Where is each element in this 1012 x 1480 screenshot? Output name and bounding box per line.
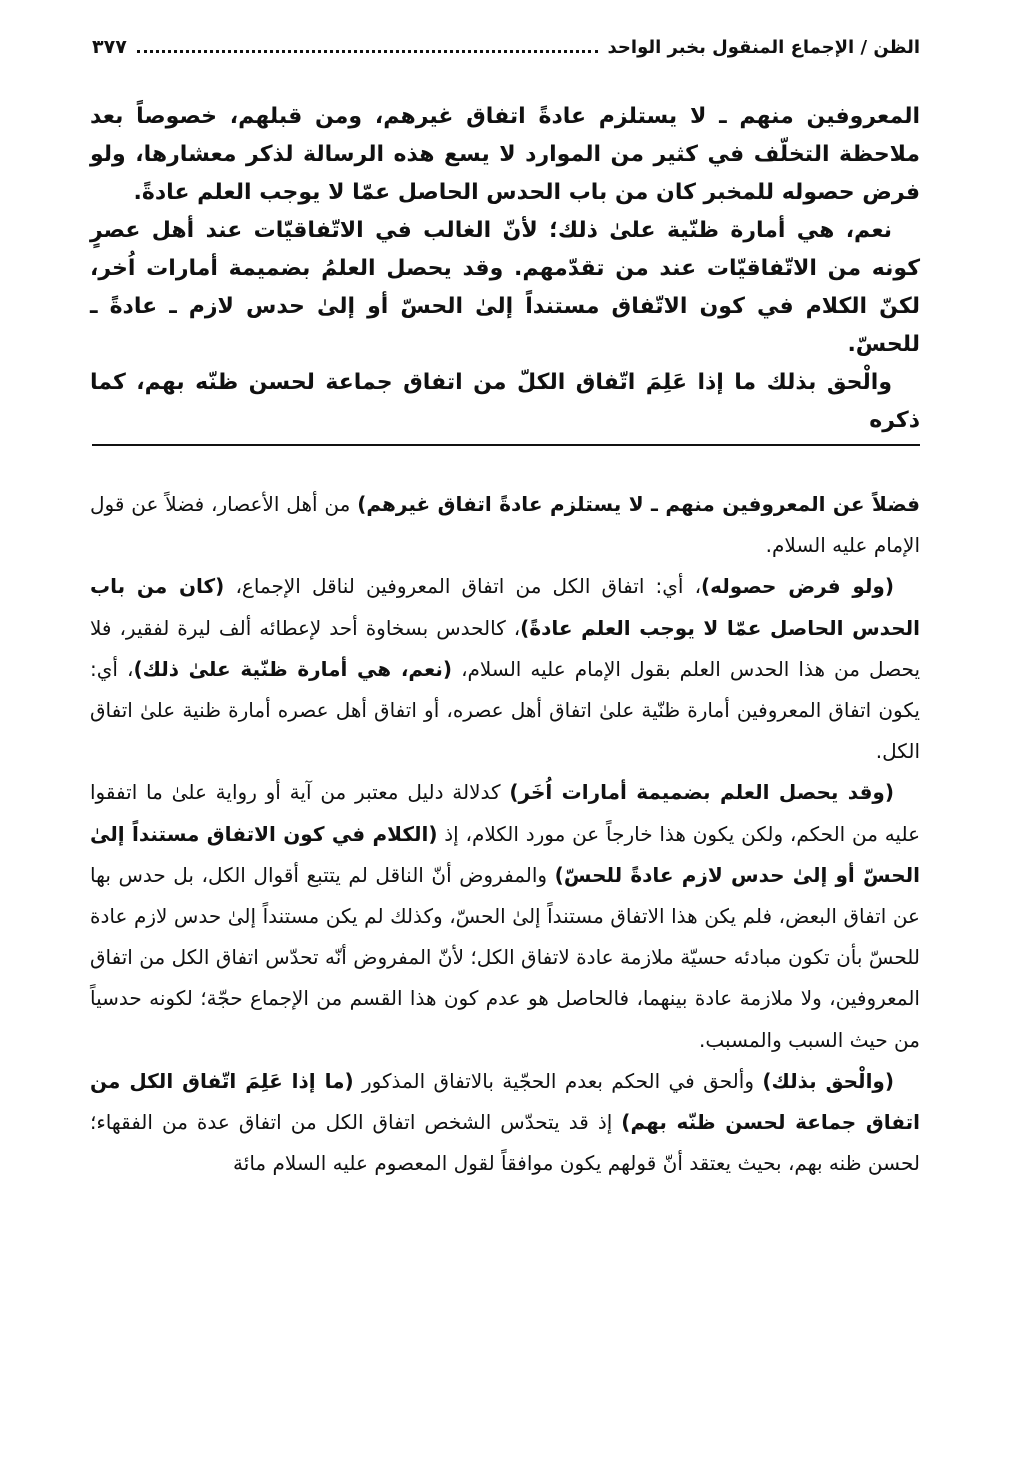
commentary-text: إذ قد يتحدّس الشخص اتفاق الكل من اتفاق عدة من الفقهاء؛ لحسن ظنه بهم، بحيث يعتقد أنّ قولهم يكون موافقاً لقول المعصوم — [90, 1110, 920, 1176]
quoted-matn: (نعم، هي أمارة ظنّية علىٰ ذلك) — [133, 656, 453, 681]
running-head — [92, 30, 920, 64]
main-paragraph: المعروفين منهم ـ لا يستلزم عادةً اتفاق غيرهم، ومن قبلهم، خصوصاً بعد ملاحظة التخلّف في كثير من الموارد لا يسع هذه الرسالة لذكر معشارها، ولو فرض حصوله للمخبر كان من باب الحدس الحاصل عمّا لا يوجب العلم عادةً. — [90, 104, 920, 205]
honorific: عليه السلام، — [452, 656, 566, 681]
main-paragraph: والْحق بذلك ما إذا عَلِمَ اتّفاق الكلّ من اتفاق جماعة لحسن ظنّه بهم، كما ذكره — [90, 370, 920, 433]
commentary-text: ، أي: اتفاق الكل من اتفاق المعروفين لناقل الإجماع، — [224, 574, 702, 599]
quoted-matn: فضلاً عن المعروفين منهم ـ لا يستلزم عادةً اتفاق غيرهم) — [357, 492, 921, 516]
honorific: عليه السلام. — [765, 533, 868, 558]
chapter-title: الظن / الإجماع المنقول بخبر الواحد — [607, 36, 920, 58]
commentary-paragraph — [90, 1061, 920, 1185]
commentary-text: من أهل الأعصار، فضلاً عن قول الإمام — [90, 492, 920, 558]
commentary-text: ، كالحدس بسخاوة أحد لإعطائه ألف ليرة لفقير، فلا يحصل من هذا الحدس العلم بقول الإمام — [90, 615, 921, 681]
separator-rule — [92, 444, 920, 446]
commentary-text: وألحق في الحكم بعدم الحجّية بالاتفاق المذكور — [353, 1068, 763, 1093]
main-text — [90, 98, 920, 440]
commentary-text: كدلالة دليل معتبر من آية أو رواية علىٰ ما اتفقوا عليه من الحكم، ولكن يكون هذا خارجاً عن مورد الكلام، إذ — [90, 780, 921, 846]
commentary-paragraph — [90, 772, 920, 1060]
honorific: عليه السلام مائة — [233, 1151, 368, 1176]
commentary-text: والمفروض أنّ الناقل لم يتتبع أقوال الكل، بل حدس بها عن اتفاق البعض، فلم يكن هذا الاتفاق مستنداً إلىٰ الحسّ، وكذلك لم يكن مستنداً إلىٰ حدس لازم عادة للحسّ بأن تكون مبادئه حسيّة ملازمة عادة لاتفاق الكل؛ لأنّ المفروض أنّه تحدّس اتفاق الكل من اتفاق المعروفين، ولا ملازمة عادة بينهما، فالحاصل هو عدم كون هذا القسم من الإجماع حجّة؛ لكونه حدسياً من حيث السبب والمسبب. — [90, 862, 920, 1052]
quoted-matn: (وقد يحصل العلم بضميمة أمارات اُخَر) — [509, 780, 894, 805]
leader-dots — [137, 50, 598, 53]
quoted-matn: (الكلام في كون الاتفاق مستنداً إلىٰ الحسّ أو إلىٰ حدس لازم عادةً للحسّ) — [90, 821, 920, 887]
commentary-paragraph — [90, 566, 920, 772]
commentary — [90, 484, 920, 1184]
quoted-matn: (ولو فرض حصوله) — [701, 574, 894, 599]
commentary-paragraph — [90, 484, 920, 566]
quoted-matn: (كان من باب الحدس الحاصل عمّا لا يوجب العلم عادةً) — [90, 574, 920, 640]
main-paragraph: نعم، هي أمارة ظنّية علىٰ ذلك؛ لأنّ الغالب في الاتّفاقيّات عند أهل عصرٍ كونه من الاتّفاقيّات عند من تقدّمهم. وقد يحصل العلمُ بضميمة أمارات اُخر، لكنّ الكلام في كون الاتّفاق مستنداً إلىٰ الحسّ أو إلىٰ حدس لازم ـ عادةً ـ للحسّ. — [90, 218, 920, 357]
page-number: ٣٧٧ — [92, 36, 127, 58]
quoted-matn: (والْحق بذلك) — [762, 1068, 894, 1093]
quoted-matn: (ما إذا عَلِمَ اتّفاق الكل من اتفاق جماعة لحسن ظنّه بهم) — [90, 1068, 920, 1135]
commentary-text: ، أي: يكون اتفاق المعروفين أمارة ظنّية علىٰ اتفاق أهل عصره، أو اتفاق أهل عصره أمارة ظنية علىٰ اتفاق الكل. — [90, 656, 920, 764]
